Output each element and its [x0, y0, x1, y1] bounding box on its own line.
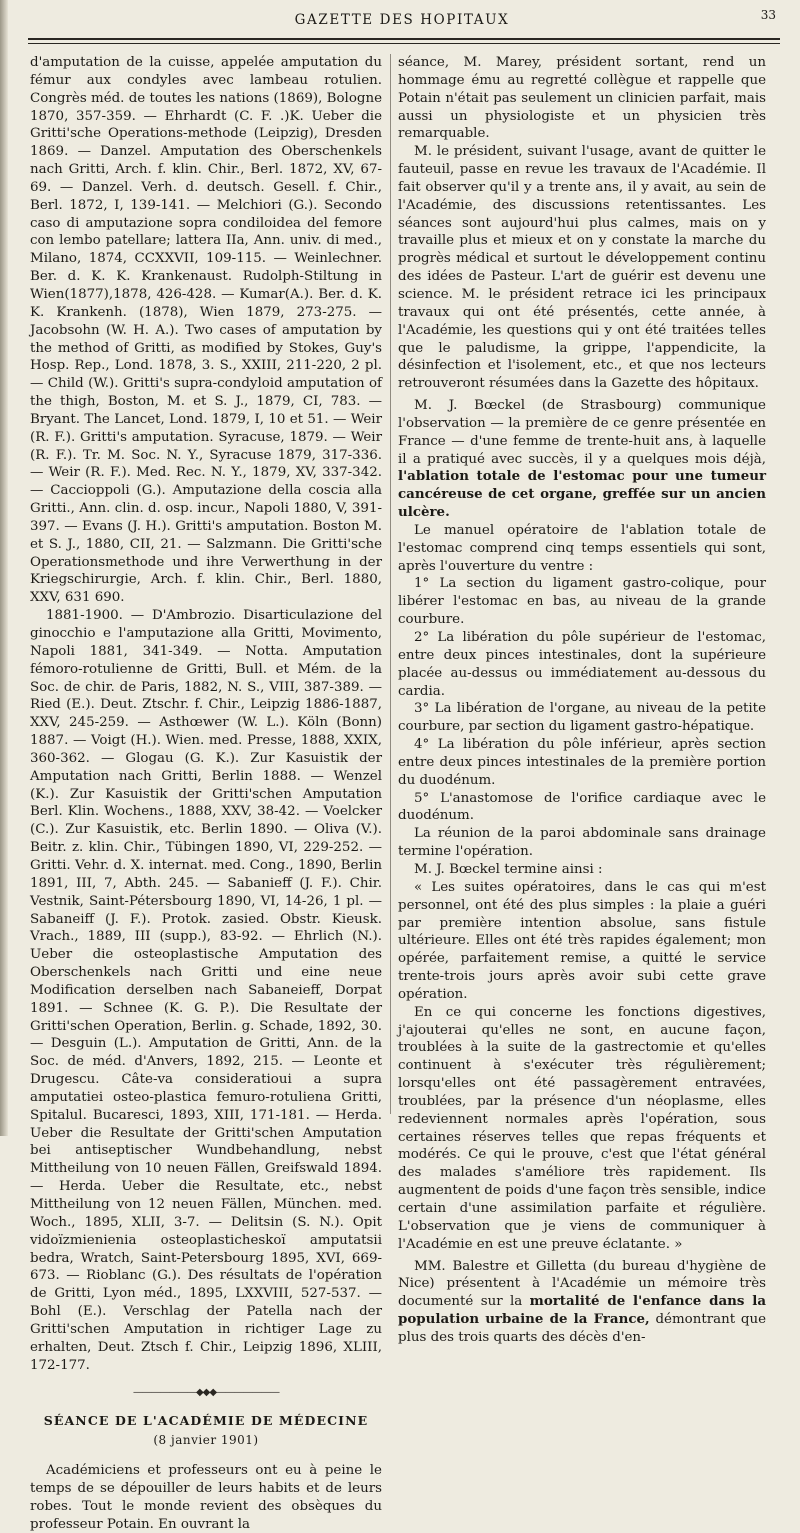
body-paragraph: La réunion de la paroi abdominale sans drainage termine l'opération. — [398, 826, 766, 860]
bold-emphasis: mortalité de l'enfance dans la population urbaine de la France, — [398, 1293, 766, 1328]
body-text: MM. Balestre et Gilletta (du bureau d'hygiène de Nice) présentent à l'Académie un mémoire très documenté sur la — [398, 1258, 766, 1310]
page-edge-shadow — [0, 0, 8, 1136]
list-item: 5° L'anastomose de l'orifice cardiaque avec le duodénum. — [398, 790, 766, 824]
body-paragraph: Le manuel opératoire de l'ablation totale de l'estomac comprend cinq temps essentiels qui sont, après l'ouverture du ventre : — [398, 522, 766, 574]
section-title: SÉANCE DE L'ACADÉMIE DE MÉDECINE — [43, 1413, 369, 1429]
bibliography-paragraph: d'amputation de la cuisse, appelée amputation du fémur aux condyles avec lambeau rotulien. Congrès méd. de toutes les nations (1869), Bologne 1870, 357-359. — Ehrhardt (C. F. .)K. Ueber die Gritti'sche Operations-methode (Leipzig), Dresden 1869. — Danzel. Amputation des Oberschenkels nach Gritti, Arch. f. klin. Chir., Berl. 1872, XV, 67-69. — Danzel. Verh. d. deutsch. Gesell. f. Chir., Berl. 1872, I, 139-141. — Melchiori (G.). Secondo caso di amputazione sopra condiloidea del femore con lembo patellare; lattera IIa, Ann. univ. di med., Milano, 1874, CCXXVII, 109-115. — Weinlechner. Ber. d. K. K. Krankenaust. Rudolph-Stiltung in Wien(1877),1878, 426-428. — Kumar(A.). Ber. d. K. K. Krankenh. (1878), Wien 1879, 273-275. — Jacobsohn (W. H. A.). Two cases of amputation by the method of Gritti, as modified by Stokes, Guy's Hosp. Rep., Lond. 1878, 3. S., XXIII, 211-220, 2 pl. — Child (W.). Gritti's supra-condyloid amputation of the thigh, Boston, M. et S. J., 1879, CI, 783. — Bryant. The Lancet, Lond. 1879, I, 10 et 51. — Weir (R. F.). Gritti's amputation. Syracuse, 1879. — Weir (R. F.). Tr. M. Soc. N. Y., Syracuse 1879, 317-336. — Weir (R. F.). Med. Rec. N. Y., 1879, XV, 337-342. — Caccioppoli (G.). Amputazione della coscia alla Gritti., Ann. clin. d. osp. incur., Napoli 1880, V, 391-397. — Evans (J. H.). Gritti's amputation. Boston M. et S. J., 1880, CII, 21. — Salzmann. Die Gritti'sche Operationsmethode und ihre Verwerthung in der Kriegschirurgie, Arch. f. klin. Chir., Berl. 1880, XXV, 631 690. — [30, 55, 382, 606]
list-item: 2° La libération du pôle supérieur de l'estomac, entre deux pinces intestinales, dont la supérieure placée au-dessus ou immédiatement au-dessous du cardia. — [398, 630, 766, 699]
column-divider — [390, 54, 391, 1114]
quote-paragraph: En ce qui concerne les fonctions digestives, j'ajouterai qu'elles ne sont, en aucune façon, troublées à la suite de la gastrectomie et qu'elles continuent à s'exécuter très régulièrement; lorsqu'elles ont été passagèrement entravées, troublées, par la présence d'un néoplasme, elles redeviennent normales après l'opération, sous certaines réserves telles que repas fréquents et modérés. Ce qui le prouve, c'est que l'état général des malades s'améliore très rapidement. Ils augmentent de poids d'une façon très sensible, indice certain d'une assimilation parfaite et régulière. L'observation que je viens de communiquer à l'Académie en est une preuve éclatante. » — [398, 1004, 766, 1252]
body-paragraph: M. le président, suivant l'usage, avant de quitter le fauteuil, passe en revue les travaux de l'Académie. Il fait observer qu'il y a trente ans, il y avait, au sein de l'Académie, des discussions retentissantes. Les séances sont aujourd'hui plus calmes, mais on y travaille plus et mieux et on y constate la marche du progrès médical et surtout le développement continu des idées de Pasteur. L'art de guérir est devenu une science. M. le président retrace ici les principaux travaux qui ont été présentés, cette année, à l'Académie, les questions qui y ont été traitées telles que le paludisme, la grippe, l'appendicite, la désinfection et l'isolement, etc., et que nos lecteurs retrouveront résumées dans la Gazette des hôpitaux. — [398, 144, 766, 392]
body-paragraph: M. J. Bœckel termine ainsi : — [414, 861, 603, 877]
right-column — [398, 54, 766, 1347]
body-paragraph — [398, 397, 766, 522]
list-item: 1° La section du ligament gastro-colique, pour libérer l'estomac en bas, au niveau de la grande courbure. — [398, 576, 766, 628]
list-item: 3° La libération de l'organe, au niveau de la petite courbure, par section du ligament gastro-hépatique. — [398, 701, 766, 735]
page-number: 33 — [760, 8, 776, 22]
bibliography-paragraph: 1881-1900. — D'Ambrozio. Disarticulazione del ginocchio e l'amputazione alla Gritti, Movimento, Napoli 1881, 341-349. — Notta. Amputation fémoro-rotulienne de Gritti, Bull. et Mém. de la Soc. de chir. de Paris, 1882, N. S., VIII, 387-389. — Ried (E.). Deut. Ztschr. f. Chir., Leipzig 1886-1887, XXV, 245-259. — Asthœwer (W. L.). Köln (Bonn) 1887. — Voigt (H.). Wien. med. Presse, 1888, XXIX, 360-362. — Glogau (G. K.). Zur Kasuistik der Amputation nach Gritti, Berlin 1888. — Wenzel (K.). Zur Kasuistik der Gritti'schen Amputation Berl. Klin. Wochens., 1888, XXV, 38-42. — Voelcker (C.). Zur Kasuistik, etc. Berlin 1890. — Oliva (V.). Beitr. z. klin. Chir., Tübingen 1890, VI, 229-252. — Gritti. Vehr. d. X. internat. med. Cong., 1890, Berlin 1891, III, 7, Abth. 245. — Sabanieff (J. F.). Chir. Vestnik, Saint-Pétersbourg 1890, VI, 14-26, 1 pl. — Sabaneiff (J. F.). Protok. zasied. Obstr. Kieusk. Vrach., 1889, III (supp.), 83-92. — Ehrlich (N.). Ueber die osteoplastische Amputation des Oberschenkels nach Gritti und eine neue Modification derselben nach Sabaneieff, Dorpat 1891. — Schnee (K. G. P.). Die Resultate der Gritti'schen Operation, Berlin. g. Schade, 1892, 30. — Desguin (L.). Amputation de Gritti, Ann. de la Soc. de méd. d'Anvers, 1892, 215. — Leonte et Drugescu. Câte-va consideratioui a supra amputatiei osteo-plastica femuro-rotuliena Gritti, Spitalul. Bucaresci, 1893, XIII, 171-181. — Herda. Ueber die Resultate der Gritti'schen Amputation bei antiseptischer Wundbehandlung, nebst Mittheilung von 10 neuen Fällen, Greifswald 1894. — Herda. Ueber die Resultate, etc., nebst Mittheilung von 12 neuen Fällen, München. med. Woch., 1895, XLII, 3-7. — Delitsin (S. N.). Opit vidoïzmienienia osteoplasticheskoï amputatsii bedra, Wratch, Saint-Petersbourg 1895, XVI, 669-673. — Rioblanc (G.). Des résultats de l'opération de Gritti, Lyon méd., 1895, LXXVIII, 527-537. — Bohl (E.). Verschlag der Patella nach der Gritti'schen Amputation in richtiger Lage zu erhalten, Deut. Ztsch f. Chir., Leipzig 1896, XLIII, 172-177. — [30, 608, 382, 1373]
list-item: 4° La libération du pôle inférieur, après section entre deux pinces intestinales de la première portion du duodénum. — [398, 737, 766, 788]
page-header — [24, 8, 780, 36]
body-text: démontrant que plus des trois quarts des décès d'en- — [398, 1312, 766, 1345]
body-paragraph: séance, M. Marey, président sortant, rend un hommage ému au regretté collègue et rappelle que Potain n'était pas seulement un clinicien parfait, mais aussi un physiologiste et un physicien très remarquable. — [398, 55, 766, 142]
header-rule-thin — [28, 43, 780, 44]
running-title: GAZETTE DES HOPITAUX — [294, 12, 510, 28]
section-ornament-divider: ———————◆◆◆——————— — [132, 1387, 280, 1399]
section-date: (8 janvier 1901) — [153, 1433, 259, 1448]
bold-emphasis: l'ablation totale de l'estomac pour une tumeur cancéreuse de cet organe, greffée sur un ancien ulcère. — [398, 468, 766, 521]
body-paragraph — [398, 1258, 766, 1347]
body-text: M. J. Bœckel (de Strasbourg) communique l'observation — la première de ce genre présentée en France — d'une femme de trente-huit ans, à laquelle il a pratiqué avec succès, il y a quelques mois déjà, — [398, 398, 766, 467]
left-column — [30, 54, 382, 1533]
intro-paragraph: Académiciens et professeurs ont eu à peine le temps de se dépouiller de leurs habits et de leurs robes. Tout le monde revient des obsèques du professeur Potain. En ouvrant la — [30, 1462, 382, 1532]
quote-paragraph: « Les suites opératoires, dans le cas qui m'est personnel, ont été des plus simples : la plaie a guéri par première intention absolue, sans fistule ultérieure. Elles ont été très rapides également; mon opérée, parfaitement remise, a quitté le service trente-trois jours après avoir subi cette grave opération. — [398, 879, 766, 1002]
header-rule-thick — [28, 38, 780, 40]
